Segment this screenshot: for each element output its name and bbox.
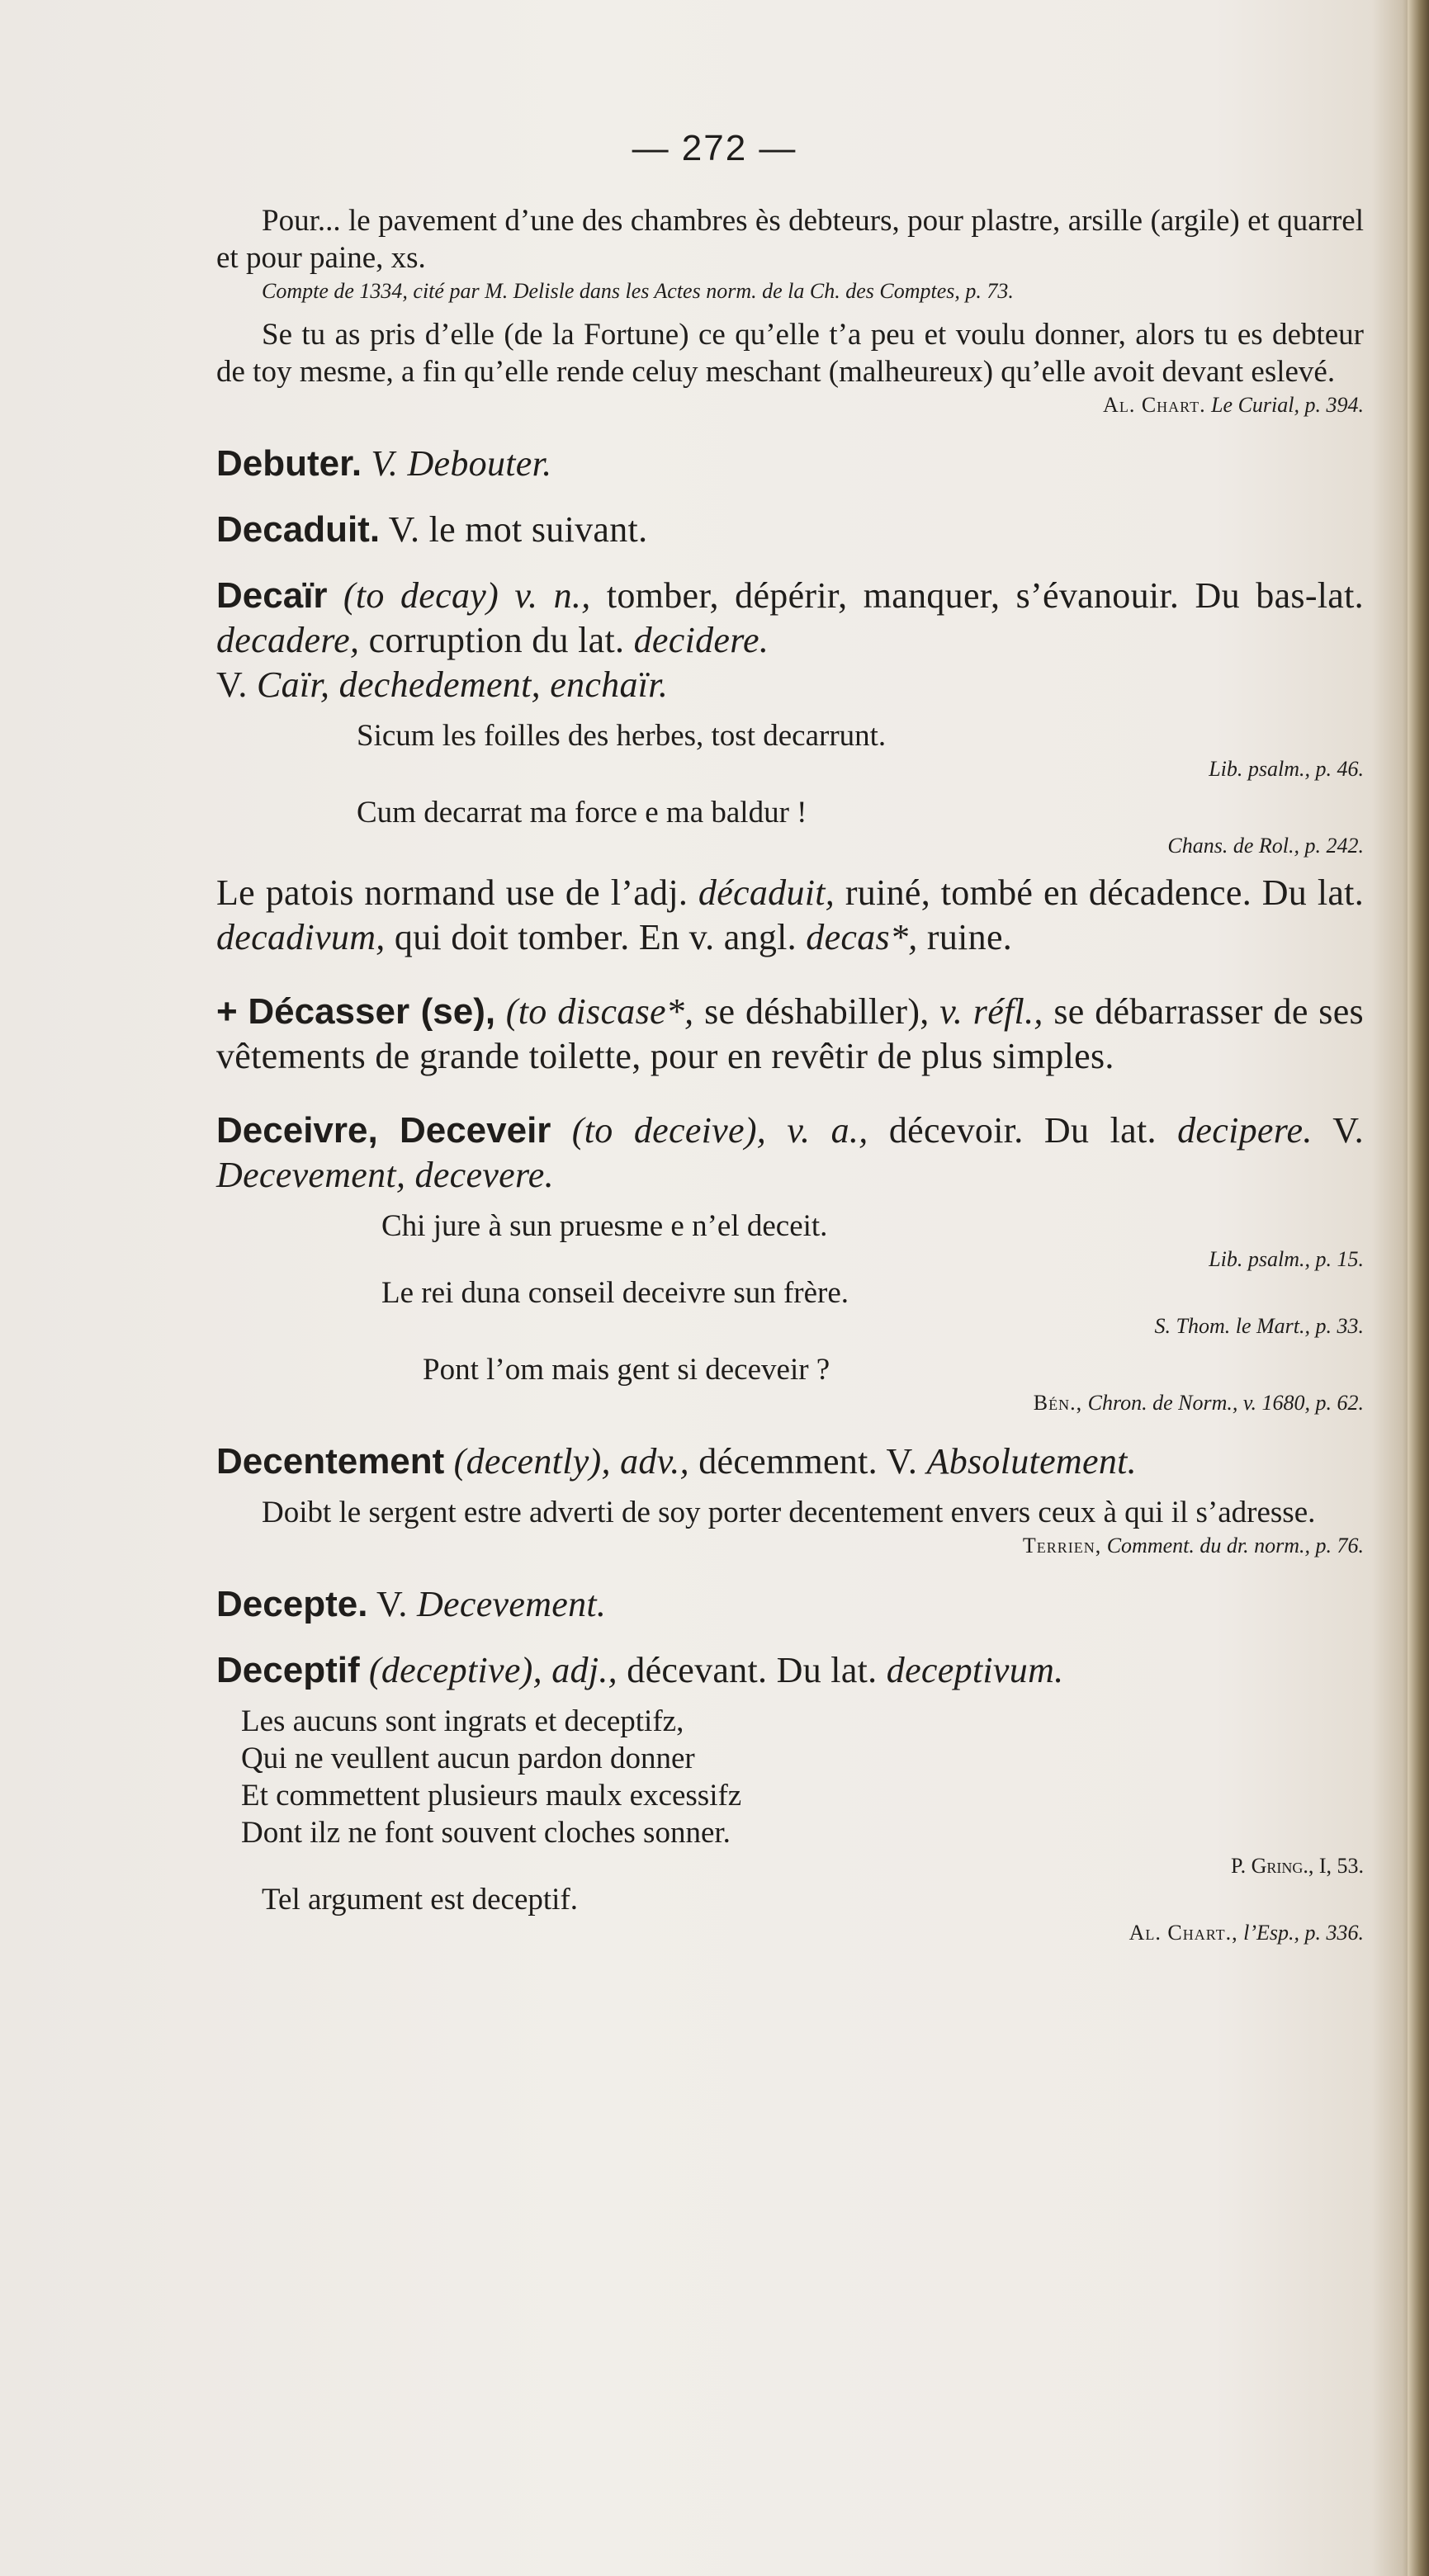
quote-roland: Cum decarrat ma force e ma baldur !: [357, 796, 807, 830]
english-gloss: (deceptive),: [368, 1650, 542, 1690]
source-author: Terrien,: [1022, 1534, 1102, 1557]
patois-text: ruine.: [926, 917, 1013, 957]
definition: décevoir. Du lat.: [888, 1110, 1157, 1151]
definition: décemment.: [698, 1441, 878, 1482]
latin-word: decipere.: [1177, 1110, 1313, 1151]
verse-line: Dont ilz ne font souvent cloches sonner.: [241, 1816, 731, 1850]
english-word: decas*,: [806, 917, 918, 957]
latin-word: decadivum,: [216, 917, 386, 957]
entry-deceptif: [216, 1648, 1364, 1693]
quote-argument-source: [216, 1918, 1364, 1948]
entry-debuter: [216, 442, 1364, 486]
verse-line: Et commettent plusieurs maulx excessifz: [241, 1779, 742, 1813]
latin-word: deceptivum.: [886, 1650, 1064, 1690]
page-edge: [1408, 0, 1429, 2576]
headword: Decentement: [216, 1441, 445, 1482]
quote-jure: Chi jure à sun pruesme e n’el deceit.: [381, 1209, 828, 1243]
cross-reference: Absolutement.: [926, 1441, 1137, 1482]
see-label: V.: [216, 664, 248, 705]
quote-pavement-source: Compte de 1334, cité par M. Delisle dans les Actes norm. de la Ch. des Comptes, p. 73.: [262, 279, 1014, 303]
entry-decentement: [216, 1439, 1364, 1484]
source-work: Le Curial, p. 394.: [1211, 393, 1364, 417]
patois-note: [216, 871, 1364, 960]
verse-block: [216, 1703, 1364, 1851]
headword: Décasser (se),: [248, 991, 496, 1032]
quote-fortune-source: [216, 390, 1364, 420]
patois-text: Le patois normand use de l’adj.: [216, 872, 688, 913]
definition: décevant. Du lat.: [627, 1650, 878, 1690]
cross-reference: Decevement, decevere.: [216, 1155, 554, 1195]
verse-line: Les aucuns sont ingrats et deceptifz,: [241, 1704, 684, 1738]
headword: Decepte.: [216, 1584, 368, 1624]
english-gloss: (to decay): [343, 575, 499, 616]
see-label: V.: [376, 1584, 408, 1624]
quote-pont-source: [216, 1388, 1364, 1418]
patois-text: qui doit tomber. En v. angl.: [394, 917, 797, 957]
source-work: Comment. du dr. norm., p. 76.: [1106, 1534, 1364, 1557]
headword: Debuter.: [216, 443, 362, 484]
entry-decepte: [216, 1582, 1364, 1627]
verse-line: Qui ne veullent aucun pardon donner: [241, 1742, 695, 1775]
patois-text: ruiné, tombé en décadence. Du lat.: [845, 872, 1365, 913]
latin-word: decidere.: [633, 620, 769, 660]
quote-psalm-source: Lib. psalm., p. 46.: [1209, 757, 1364, 781]
source-author: Al. Chart.,: [1129, 1921, 1238, 1945]
source-work: l’Esp., p. 336.: [1243, 1921, 1364, 1945]
quote-pont: Pont l’om mais gent si deceveir ?: [423, 1353, 830, 1387]
latin-word: decadere,: [216, 620, 360, 660]
text-column: [216, 202, 1364, 1948]
see-label: V.: [1332, 1110, 1364, 1151]
part-of-speech: adj.,: [551, 1650, 617, 1690]
english-gloss: (to discase*,: [505, 991, 694, 1032]
english-gloss: (decently),: [453, 1441, 611, 1482]
verse-source: P. Gring., I, 53.: [1230, 1854, 1364, 1878]
quote-rei: Le rei duna conseil deceivre sun frère.: [381, 1276, 849, 1310]
quote-pavement: Pour... le pavement d’une des chambres ès debteurs, pour plastre, arsille (argile) et quarrel et pour paine, xs.: [216, 204, 1364, 275]
quote-fortune: Se tu as pris d’elle (de la Fortune) ce qu’elle t’a peu et voulu donner, alors tu es debteur de toy mesme, a fin qu’elle rende celuy meschant (malheureux) qu’elle avoit devant eslevé.: [216, 318, 1364, 389]
gloss: se déshabiller),: [704, 991, 930, 1032]
headword: Deceivre, Deceveir: [216, 1110, 551, 1151]
entry-text: V. le mot suivant.: [388, 509, 648, 550]
cross-mark: +: [216, 991, 238, 1032]
patois-word: décaduit,: [698, 872, 835, 913]
source-author: Bén.,: [1033, 1391, 1083, 1415]
etymology-text: corruption du lat.: [368, 620, 625, 660]
part-of-speech: v. a.,: [787, 1110, 868, 1151]
page-number: — 272 —: [632, 128, 797, 168]
headword: Deceptif: [216, 1650, 360, 1690]
cross-reference: V. Debouter.: [371, 443, 552, 484]
quote-jure-source: Lib. psalm., p. 15.: [1209, 1247, 1364, 1271]
quote-sergent-source: [216, 1531, 1364, 1561]
definition: tomber, dépérir, manquer, s’évanouir. Du bas-lat.: [606, 575, 1364, 616]
english-gloss: (to deceive),: [571, 1110, 767, 1151]
entry-decair: [216, 574, 1364, 707]
quote-rei-source: S. Thom. le Mart., p. 33.: [1154, 1314, 1364, 1338]
quote-psalm: Sicum les foilles des herbes, tost decarrunt.: [357, 719, 887, 753]
quote-argument: Tel argument est deceptif.: [262, 1883, 579, 1917]
source-work: Chron. de Norm., v. 1680, p. 62.: [1087, 1391, 1364, 1415]
entry-deceivre: [216, 1108, 1364, 1198]
headword: Decaïr: [216, 575, 328, 616]
entry-decasser: [216, 990, 1364, 1079]
part-of-speech: v. n.,: [514, 575, 591, 616]
source-author: Al. Chart.: [1103, 393, 1206, 417]
quote-roland-source: Chans. de Rol., p. 242.: [1167, 834, 1364, 858]
headword: Decaduit.: [216, 509, 381, 550]
cross-reference: Decevement.: [416, 1584, 607, 1624]
cross-reference: Caïr, dechedement, enchaïr.: [257, 664, 669, 705]
see-label: V.: [886, 1441, 918, 1482]
definition: se débarrasser de ses vêtements de grande toilette, pour en revêtir de plus simples.: [216, 991, 1364, 1076]
part-of-speech: adv.,: [620, 1441, 689, 1482]
part-of-speech: v. réfl.,: [939, 991, 1043, 1032]
quote-sergent: Doibt le sergent estre adverti de soy porter decentement envers ceux à qui il s’adresse.: [262, 1496, 1316, 1529]
entry-decaduit: [216, 508, 1364, 552]
